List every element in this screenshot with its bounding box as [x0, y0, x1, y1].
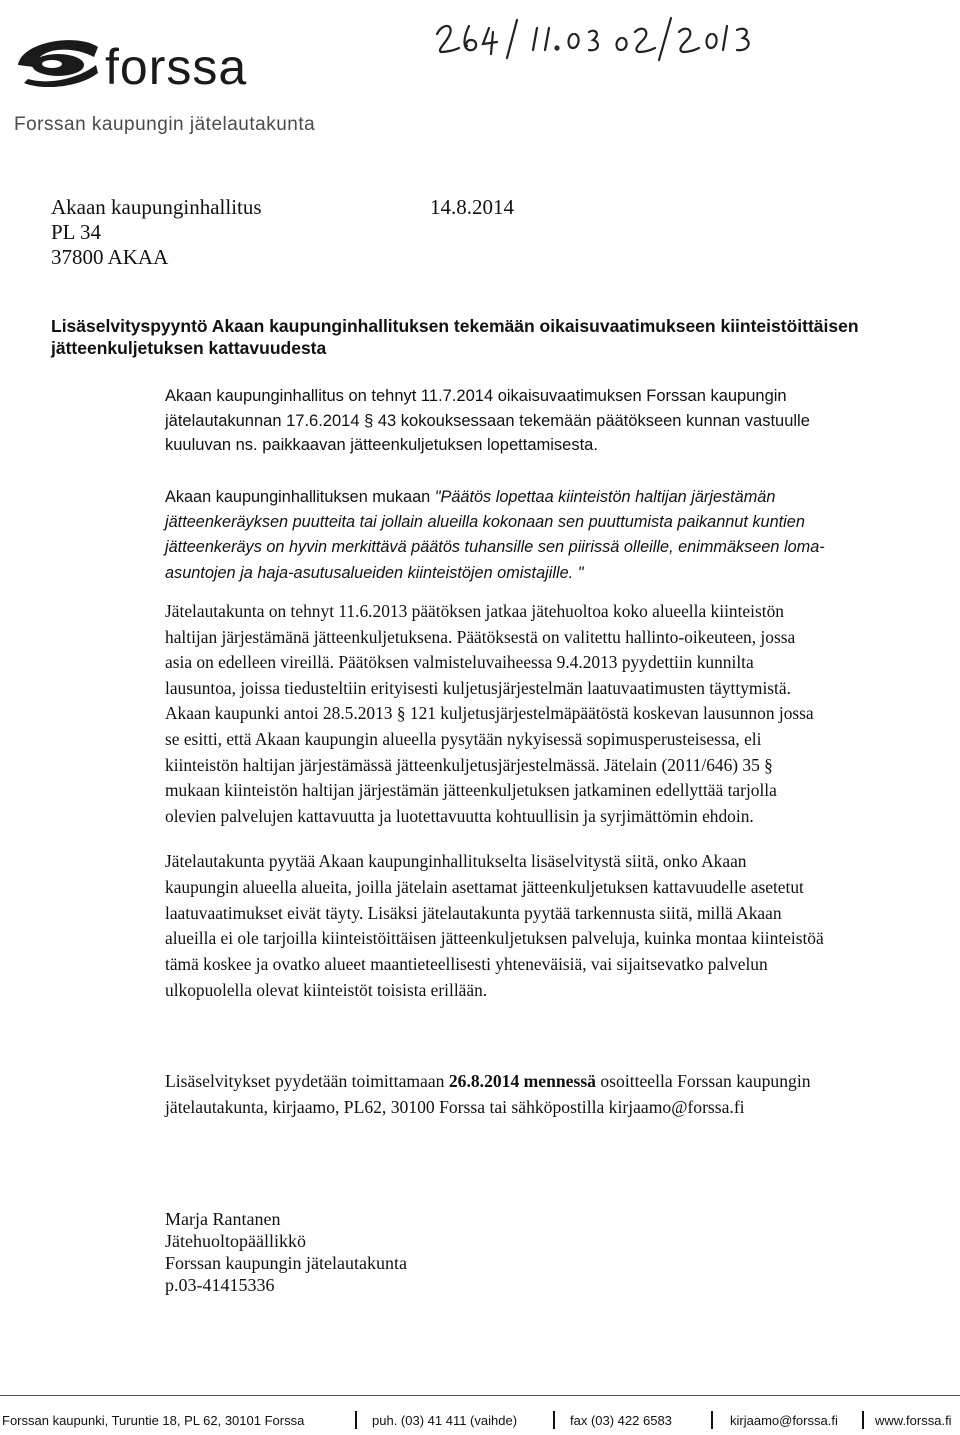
deadline-address-intro: osoitteella Forssan kaupungin: [595, 1071, 811, 1091]
text-line: haltijan järjestämänä jätteenkuljetuksena. Päätöksestä on valitettu hallinto-oikeuteen, jossa: [165, 626, 796, 647]
text-line: alueilla ei ole tarjoilla kiinteistöittäisen jätteenkuljetuksen palveluja, kuinka montaa kiinteistöä: [165, 928, 824, 949]
text-line: Jätelautakunta on tehnyt 11.6.2013 päätöksen jatkaa jätehuoltoa koko alueella kiinteistön: [165, 601, 784, 621]
signer-organization: Forssan kaupungin jätelautakunta: [165, 1253, 407, 1273]
text-line: [165, 485, 877, 510]
recipient-postal-code: 37800 AKAA: [51, 245, 169, 269]
footer-divider: [0, 1395, 960, 1396]
text-line: Akaan kaupunki antoi 28.5.2013 § 121 kuljetusjärjestelmäpäätöstä koskevan lausunnon jossa: [165, 703, 814, 724]
letter-subject: [51, 315, 859, 359]
text-line: asia on edelleen vireillä. Päätöksen valmisteluvaiheessa 9.4.2013 pyydettiin kunnilta: [165, 652, 754, 673]
signer-title: Jätehuoltopäällikkö: [165, 1231, 306, 1251]
letter-date: 14.8.2014: [430, 195, 514, 219]
text-line: lausuntoa, joissa tiedusteltiin erityisesti kuljetusjärjestelmän laatuvaatimusten täyttymistä.: [165, 677, 791, 698]
deadline-date: 26.8.2014 mennessä: [448, 1071, 596, 1091]
subject-line-1: Lisäselvityspyyntö Akaan kaupunginhallituksen tekemään oikaisuvaatimukseen kiinteistöittäisen: [51, 316, 859, 336]
recipient-name: Akaan kaupunginhallitus: [51, 195, 262, 219]
text-line: olevien palvelujen kattavuutta ja luotettavuutta kohtuullisin ja syrjimättömin ehdoin.: [165, 805, 754, 826]
subject-line-2: jätteenkuljetuksen kattavuudesta: [51, 338, 327, 358]
signer-phone: p.03-41415336: [165, 1275, 275, 1295]
footer-email[interactable]: kirjaamo@forssa.fi: [730, 1413, 838, 1428]
logo-subtitle: Forssan kaupungin jätelautakunta: [14, 114, 316, 135]
text-line: se esitti, että Akaan kaupungin alueella pysytään nykyisessä sopimusperusteisessa, eli: [165, 728, 762, 749]
text-line: kuuluvan ns. paikkaavan jätteenkuljetuksen lopettamisesta.: [165, 436, 598, 455]
text-line: jätelautakunta, kirjaamo, PL62, 30100 Forssa tai sähköpostilla kirjaamo@forssa.fi: [165, 1097, 745, 1117]
signature-block: [165, 1208, 407, 1296]
signer-name: Marja Rantanen: [165, 1209, 281, 1229]
footer-website[interactable]: www.forssa.fi: [875, 1413, 952, 1428]
text-line: jätteenkeräyksen puutteita tai jollain alueilla kokonaan sen puuttumista paikannut kuntien: [165, 513, 805, 532]
text-line: tämä koskee ja ovatko alueet maantieteellisesti yhteneväisiä, vai sijaitsevatko palvelun: [165, 954, 768, 975]
recipient-po-box: PL 34: [51, 220, 101, 244]
text-line: kiinteistön haltijan järjestämässä jätteenkuljetusjärjestelmässä. Jätelain (2011/646) 35 §: [165, 754, 773, 775]
deadline-intro: Lisäselvitykset pyydetään toimittamaan: [165, 1071, 449, 1091]
paragraph-request: [165, 849, 877, 1004]
paragraph-quote: [165, 485, 877, 586]
paragraph-intro: [165, 384, 877, 458]
footer-separator: [711, 1411, 713, 1429]
footer-separator: [355, 1411, 357, 1429]
text-line: laatuvaatimukset eivät täyty. Lisäksi jätelautakunta pyytää tarkennusta siitä, millä Akaan: [165, 902, 782, 923]
footer-fax: fax (03) 422 6583: [570, 1413, 672, 1428]
logo-wordmark: forssa: [105, 39, 248, 95]
footer-separator: [553, 1411, 555, 1429]
footer-phone: puh. (03) 41 411 (vaihde): [372, 1413, 518, 1428]
quote-intro: Akaan kaupunginhallituksen mukaan: [165, 488, 435, 506]
text-line: jätteenkeräys on hyvin merkittävä päätös tuhansille sen piirissä olleille, enimmäkseen loma-: [165, 538, 825, 557]
quote-text: "Päätös lopettaa kiinteistön haltijan järjestämän: [434, 488, 776, 506]
text-line: kaupungin alueella alueita, joilla jätelain asettamat jätteenkuljetuksen kattavuudelle asetetut: [165, 876, 804, 897]
text-line: Jätelautakunta pyytää Akaan kaupunginhallitukselta lisäselvitystä siitä, onko Akaan: [165, 851, 747, 871]
forssa-logo-mark: [8, 35, 100, 87]
recipient-address: [51, 195, 262, 270]
text-line: mukaan kiinteistön haltijan järjestämän jätteenkuljetuksen jatkaminen edellyttää tarjolla: [165, 780, 777, 801]
text-line: asuntojen ja haja-asutusalueiden kiinteistöjen omistajille. ": [165, 563, 584, 582]
footer-address: Forssan kaupunki, Turuntie 18, PL 62, 30101 Forssa: [2, 1413, 305, 1428]
text-line: Akaan kaupunginhallitus on tehnyt 11.7.2014 oikaisuvaatimuksen Forssan kaupungin: [165, 387, 787, 405]
footer-separator: [862, 1411, 864, 1429]
text-line: jätelautakunnan 17.6.2014 § 43 kokouksessaan tekemään päätökseen kunnan vastuulle: [165, 411, 810, 430]
text-line: ulkopuolella olevat kiinteistöt toisista erillään.: [165, 979, 488, 1000]
paragraph-background: [165, 599, 877, 829]
text-line: [165, 1068, 877, 1094]
handwritten-reference-note: [433, 14, 763, 62]
paragraph-deadline: [165, 1068, 877, 1120]
